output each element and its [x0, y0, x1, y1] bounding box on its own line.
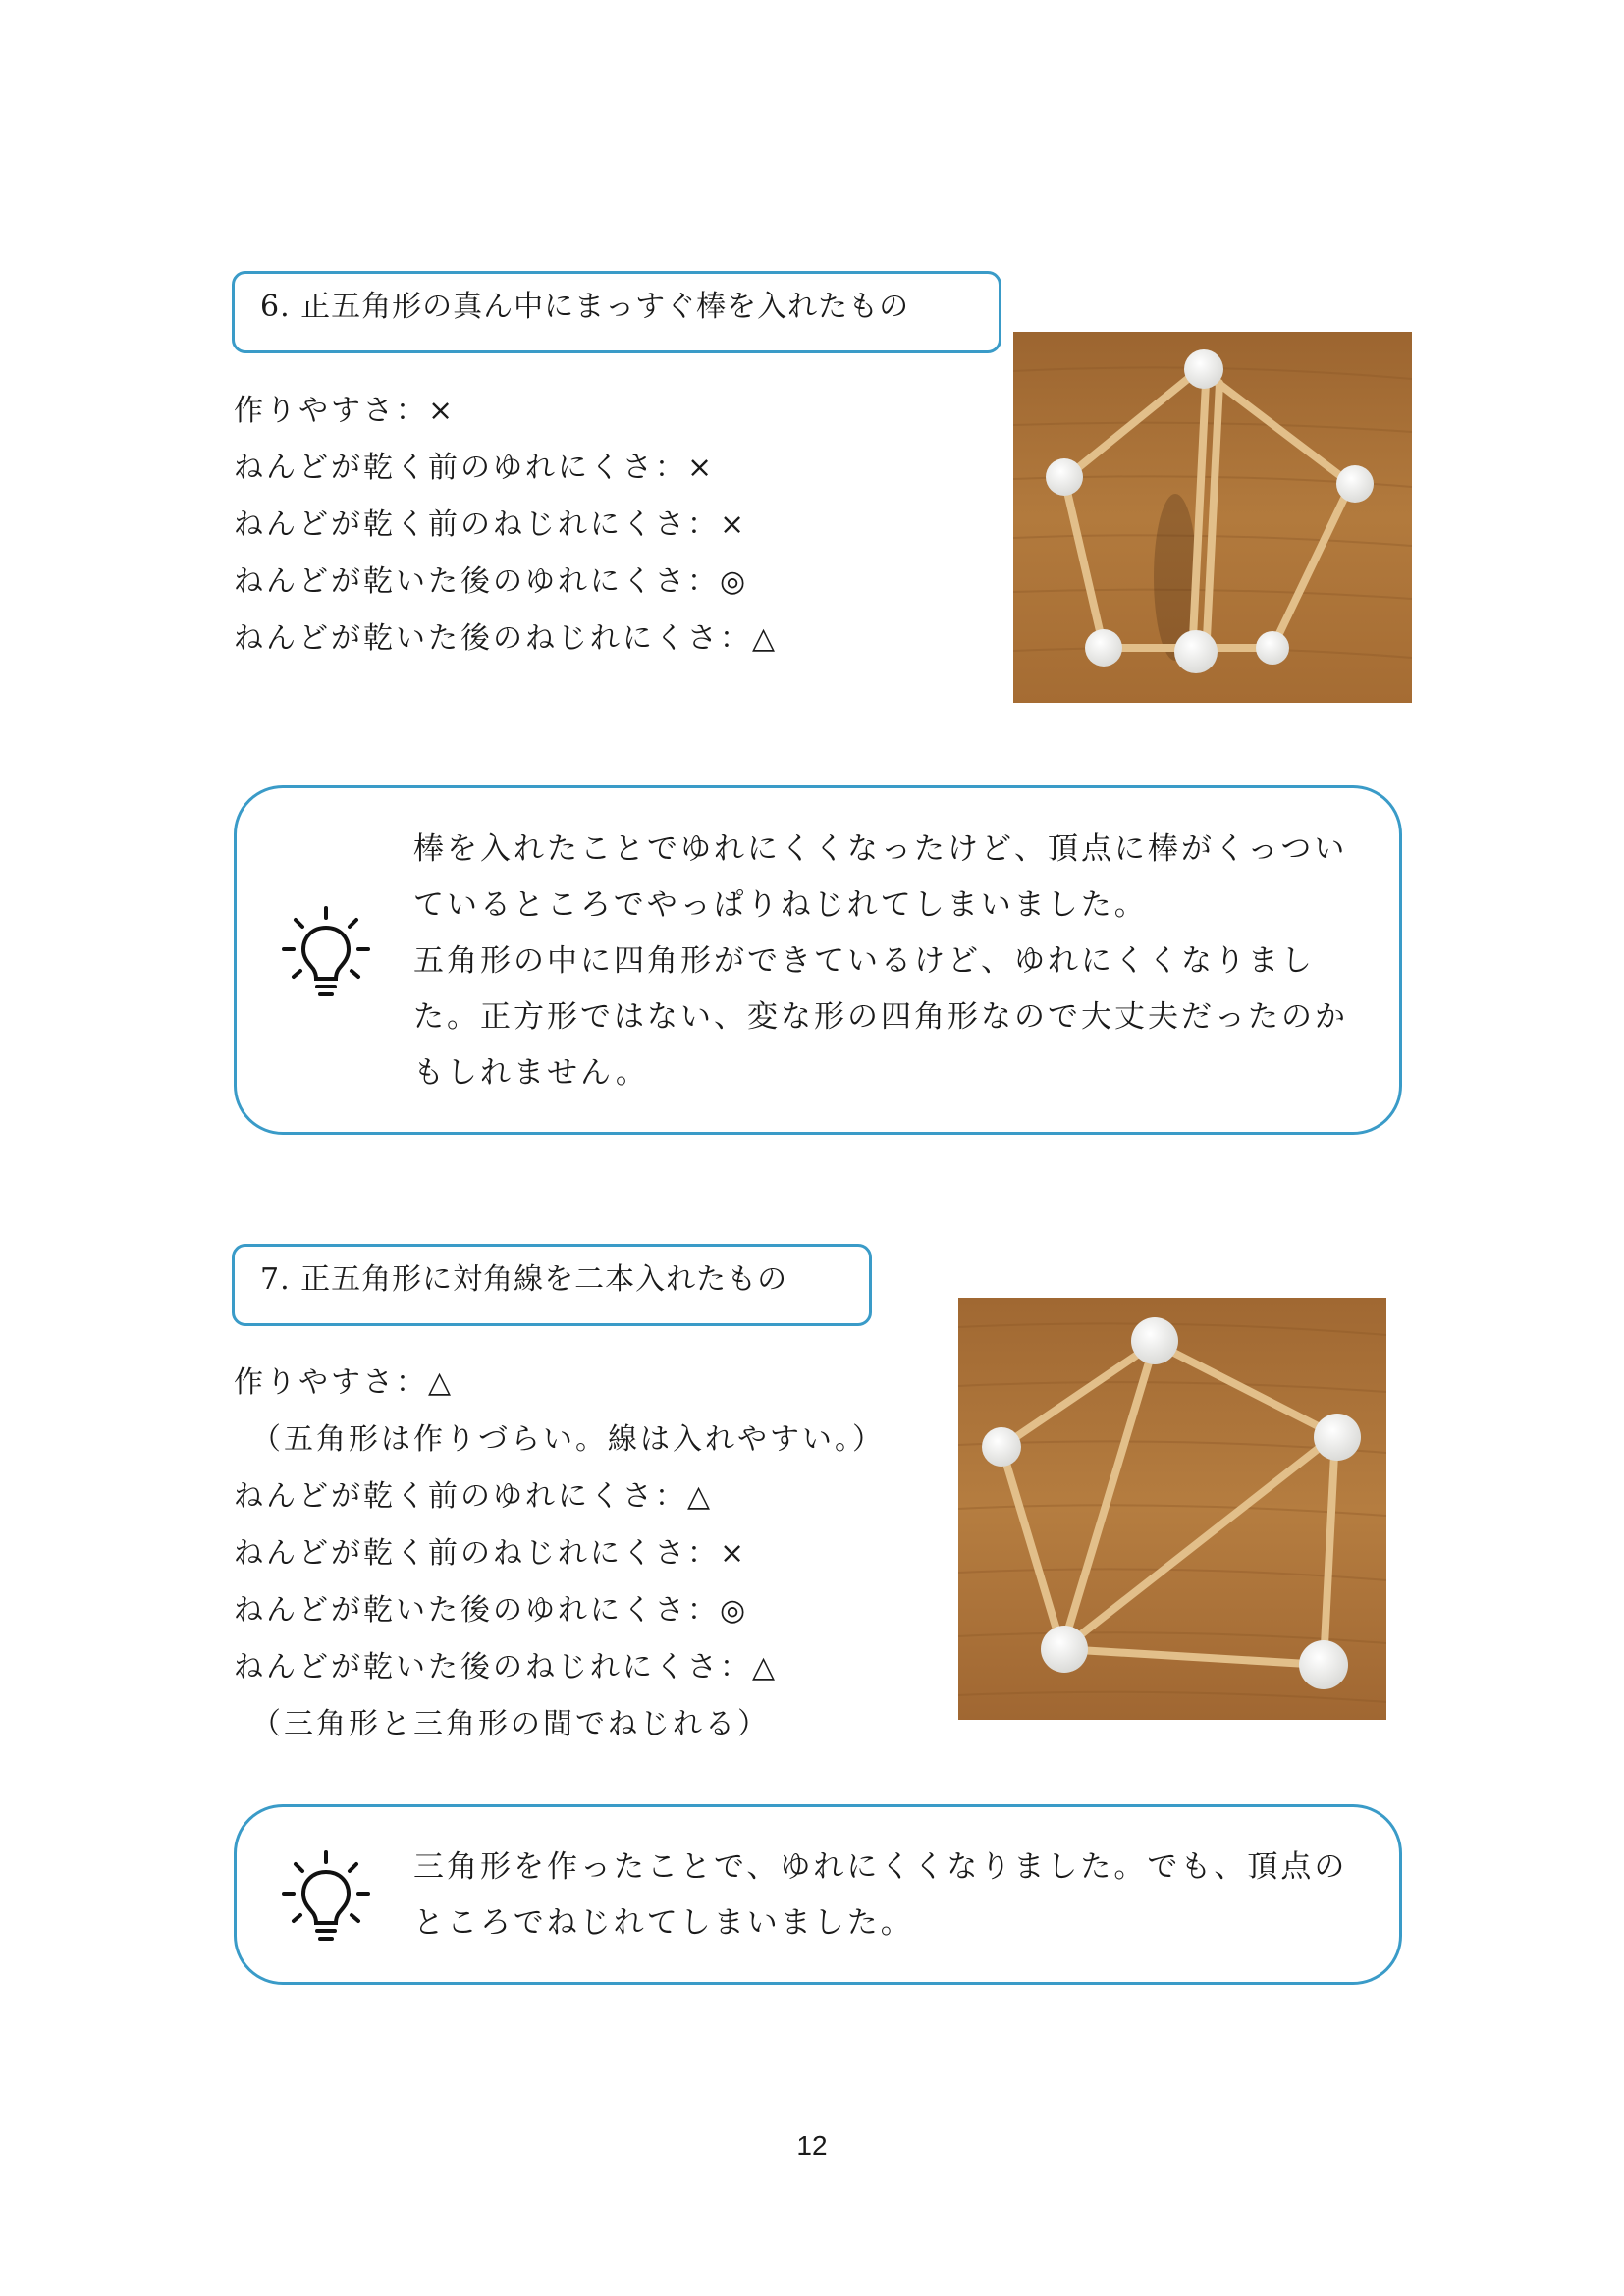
- section-6-tip-text: [413, 822, 1348, 1101]
- rating-note: （三角形と三角形の間でねじれる）: [251, 1707, 770, 1741]
- tip-line: 五角形の中に四角形ができているけど、ゆれにくくなりまし: [413, 943, 1315, 979]
- rating-twist-before-dry: ねんどが乾く前のねじれにくさ：×: [234, 507, 748, 542]
- rating-sway-before-dry: ねんどが乾く前のゆれにくさ：×: [234, 451, 716, 485]
- section-7-tip-box: [234, 1804, 1402, 1985]
- rating-sway-after-dry: ねんどが乾いた後のゆれにくさ：◎: [234, 1593, 749, 1628]
- rating-twist-after-dry: ねんどが乾いた後のねじれにくさ：△: [234, 1650, 779, 1684]
- section-7-title: 7. 正五角形に対角線を二本入れたもの: [232, 1244, 872, 1326]
- tip-line: 棒を入れたことでゆれにくくなったけど、頂点に棒がくっつい: [413, 831, 1348, 867]
- section-7-tip-text: [413, 1840, 1347, 1951]
- rating-twist-after-dry: ねんどが乾いた後のねじれにくさ：△: [234, 621, 779, 656]
- tip-line: ところでねじれてしまいました。: [413, 1905, 914, 1941]
- rating-ease-of-making: 作りやすさ：×: [234, 394, 457, 428]
- rating-ease-of-making: 作りやすさ：△: [234, 1365, 455, 1400]
- tip-line: ているところでやっぱりねじれてしまいました。: [413, 887, 1148, 923]
- rating-note: （五角形は作りづらい。線は入れやすい。）: [251, 1422, 885, 1457]
- section-6-ratings: [234, 383, 778, 667]
- rating-twist-before-dry: ねんどが乾く前のねじれにくさ：×: [234, 1536, 748, 1571]
- section-7-ratings: [234, 1355, 885, 1753]
- rating-sway-before-dry: ねんどが乾く前のゆれにくさ：△: [234, 1479, 714, 1514]
- pentagon-two-diagonals-photo: [958, 1298, 1386, 1720]
- tip-line: 三角形を作ったことで、ゆれにくくなりました。でも、頂点の: [413, 1849, 1348, 1885]
- section-6-tip-box: [234, 785, 1402, 1135]
- page-number: 12: [796, 2130, 828, 2161]
- lightbulb-icon: [282, 904, 370, 1002]
- pentagon-center-stick-photo: [1013, 332, 1412, 703]
- tip-line: もしれません。: [413, 1055, 649, 1091]
- section-6-title: 6. 正五角形の真ん中にまっすぐ棒を入れたもの: [232, 271, 1001, 353]
- tip-line: た。正方形ではない、変な形の四角形なので大丈夫だったのか: [413, 999, 1348, 1035]
- lightbulb-icon: [282, 1848, 370, 1947]
- rating-sway-after-dry: ねんどが乾いた後のゆれにくさ：◎: [234, 564, 749, 599]
